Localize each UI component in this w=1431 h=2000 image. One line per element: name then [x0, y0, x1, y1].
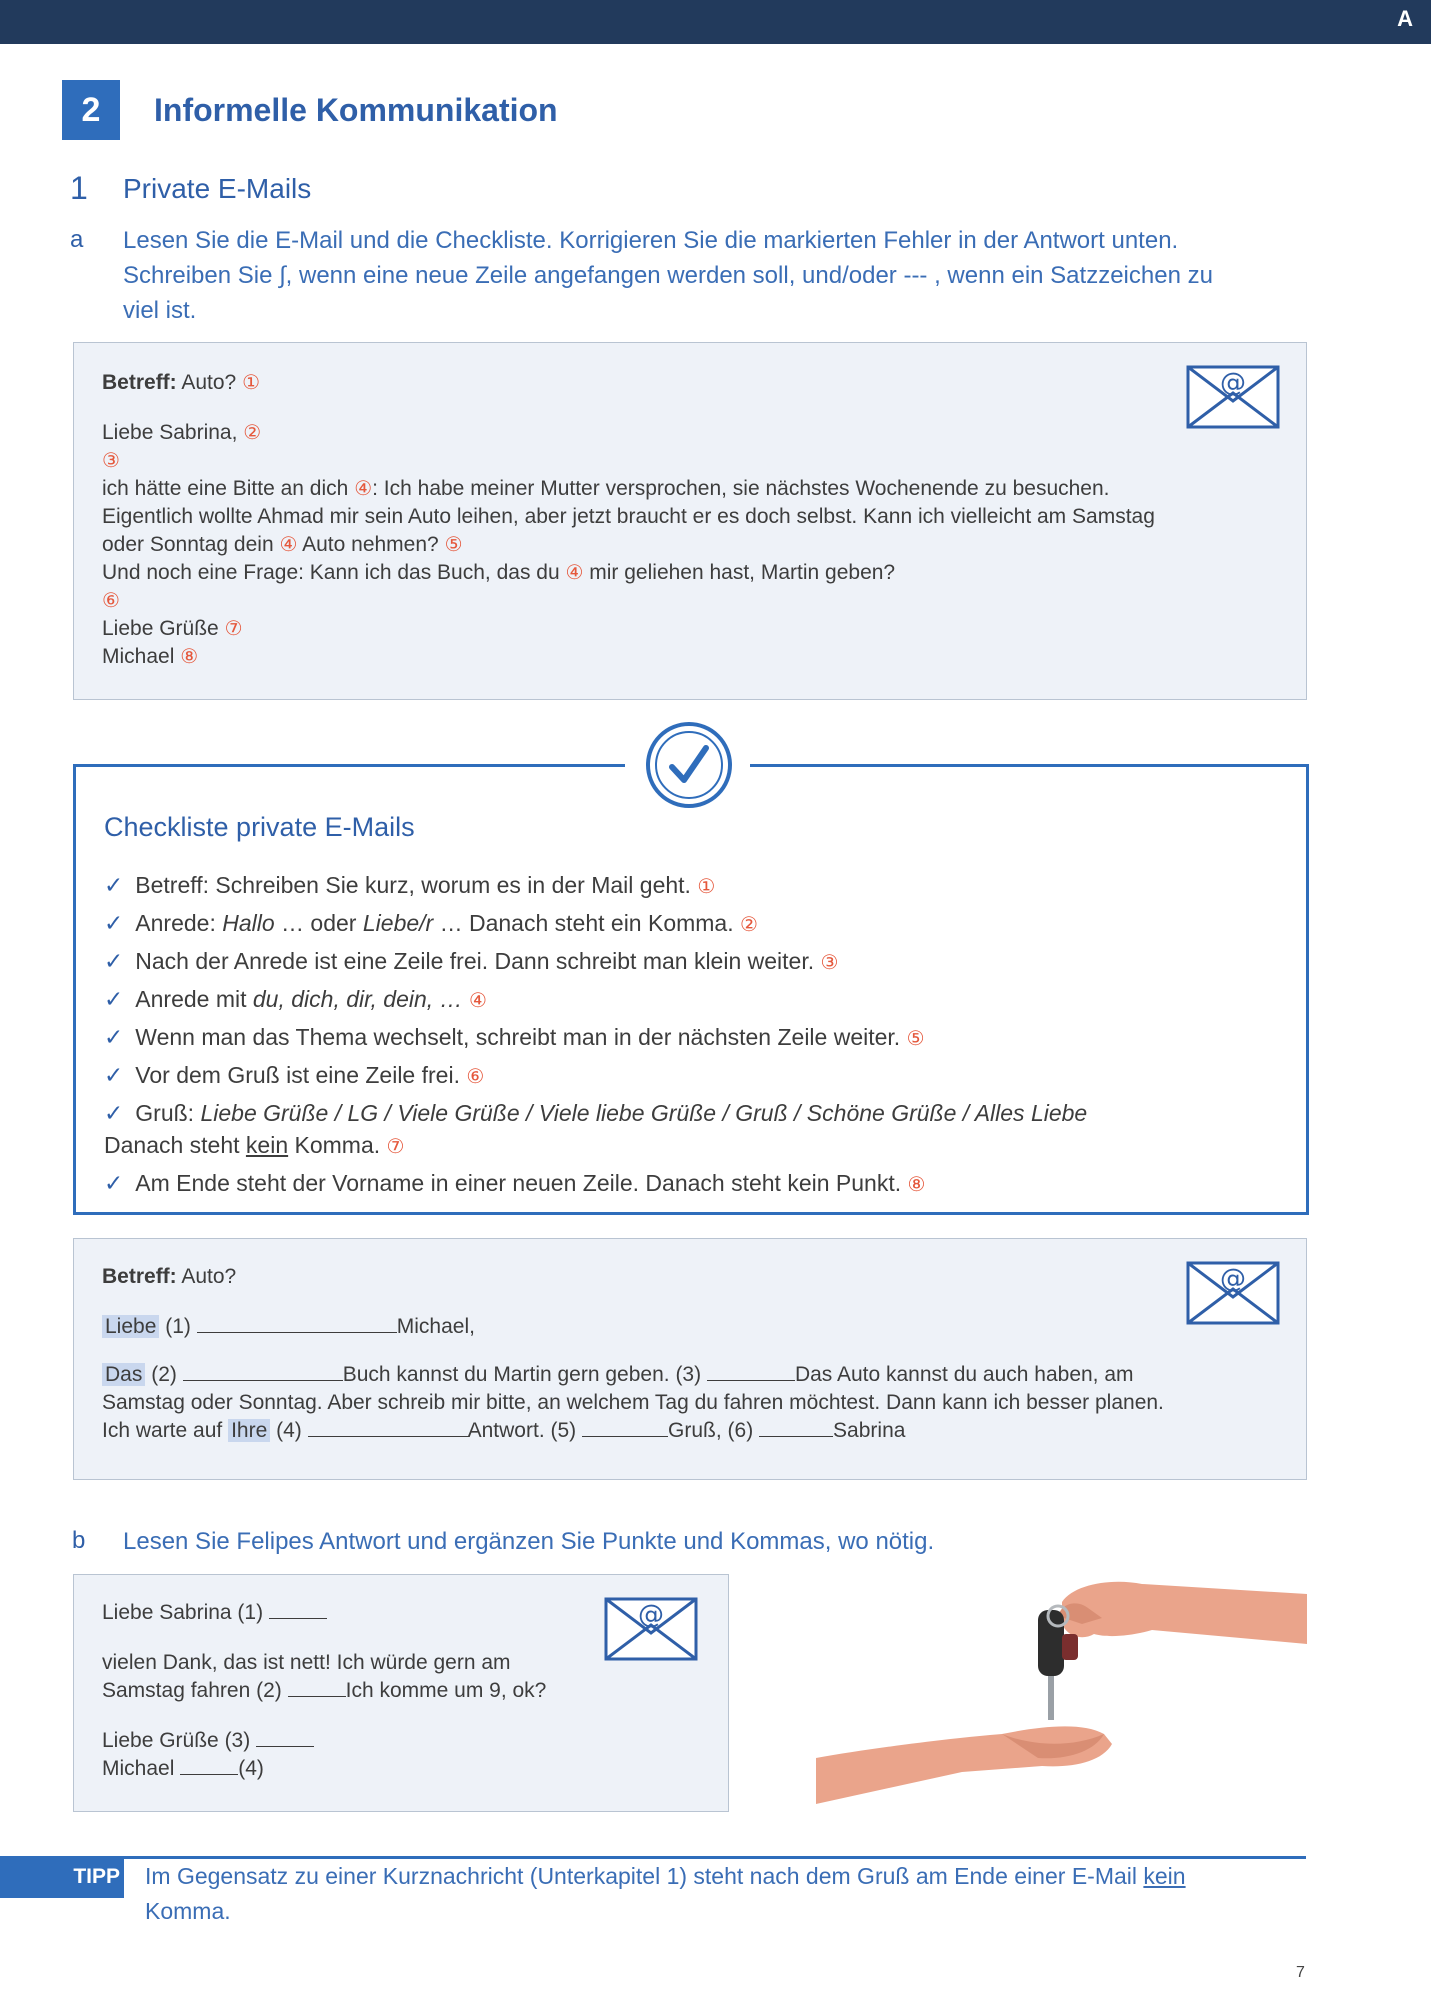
corner-letter: A	[1397, 6, 1413, 31]
tip-text: Im Gegensatz zu einer Kurznachricht (Unterkapitel 1) steht nach dem Gruß am Ende einer E-Mail kein Komma.	[145, 1863, 1186, 1924]
list-item-continuation: Danach steht kein Komma. ⑦	[104, 1132, 405, 1158]
list-item: ✓ Am Ende steht der Vorname in einer neuen Zeile. Danach steht kein Punkt. ⑧	[104, 1170, 926, 1196]
chapter-title: Informelle Kommunikation	[154, 92, 558, 128]
list-item: ✓ Anrede: Hallo … oder Liebe/r … Danach steht ein Komma. ②	[104, 910, 758, 936]
checklist-top-border-left	[73, 764, 625, 767]
section-number: 1	[70, 170, 88, 206]
blank-line-5[interactable]	[582, 1418, 668, 1437]
page-number: 7	[1296, 1964, 1305, 1981]
list-item: ✓ Anrede mit du, dich, dir, dein, … ④	[104, 986, 487, 1012]
task-a-instruction: Lesen Sie die E-Mail und die Checkliste. Korrigieren Sie die markierten Fehler in der Antwort unten. Schreiben Sie ∫, wenn eine neue Zeile angefangen werden soll, und/oder --- , wenn ein Satzzeichen zu viel ist.	[123, 227, 1213, 324]
chapter-number: 2	[62, 80, 120, 140]
checklist-title: Checkliste private E-Mails	[104, 812, 415, 842]
top-bar	[0, 0, 1431, 44]
email-box-answer	[73, 1238, 1307, 1480]
email-subject-row: Betreff: Auto? ①	[102, 371, 261, 394]
svg-text:@: @	[1220, 368, 1246, 398]
list-item: ✓ Gruß: Liebe Grüße / LG / Viele Grüße / Viele liebe Grüße / Gruß / Schöne Grüße / Alles Liebe	[104, 1100, 1088, 1126]
blank-line-6[interactable]	[759, 1418, 833, 1437]
task-b-label: b	[72, 1527, 86, 1554]
email-box-felipe	[73, 1574, 729, 1812]
task-a-label: a	[70, 226, 84, 253]
task-b-instruction: Lesen Sie Felipes Antwort und ergänzen Sie Punkte und Kommas, wo nötig.	[123, 1528, 935, 1555]
hands-car-key-image	[812, 1572, 1312, 1812]
blank-line-b2[interactable]	[288, 1678, 346, 1697]
list-item: ✓ Betreff: Schreiben Sie kurz, worum es in der Mail geht. ①	[104, 872, 716, 898]
email-felipe-text: Liebe Sabrina (1) vielen Dank, das ist nett! Ich würde gern am Samstag fahren (2) Ich komme um 9, ok? Liebe Grüße (3) Michael (4)	[102, 1601, 547, 1780]
email-box-original	[73, 342, 1307, 700]
list-item: ✓ Wenn man das Thema wechselt, schreibt man in der nächsten Zeile weiter. ⑤	[104, 1024, 925, 1050]
blank-line-b4[interactable]	[180, 1756, 238, 1775]
email-original-text: Betreff: Auto? ① Liebe Sabrina, ② ③ ich hätte eine Bitte an dich ④: Ich habe meiner Mutter versprochen, sie nächstes Wochenende zu besuchen. Eigentlich wollte Ahmad mir sein Auto leihen, aber jetzt braucht er es doch selbst. Kann ich vielleicht am Samstag oder Sonntag dein ④ Auto nehmen? ⑤ Und noch eine Frage: Kann ich das Buch, das du ④ mir geliehen hast, Martin geben? ⑥ Liebe Grüße ⑦ Michael ⑧	[102, 369, 1282, 671]
email-envelope-icon	[604, 1597, 698, 1661]
svg-text:@: @	[1220, 1264, 1246, 1294]
list-item: ✓ Vor dem Gruß ist eine Zeile frei. ⑥	[104, 1062, 485, 1088]
blank-line-1[interactable]	[197, 1314, 397, 1333]
checklist-top-border-right	[750, 764, 1306, 767]
section-title: Private E-Mails	[123, 173, 312, 204]
email-answer-text: Betreff: Auto? Liebe (1) Michael, Das (2) Buch kannst du Martin gern geben. (3) Das Auto kannst du auch haben, am Samstag oder Sonntag. Aber schreib mir bitte, an welchem Tag du fahren möchtest. Dann kann ich besser planen. Ich warte auf Ihre (4) Antwort. (5) Gruß, (6) Sabrina	[102, 1265, 1164, 1442]
email-greeting: Liebe Sabrina, ②	[102, 421, 262, 444]
blank-line-b1[interactable]	[269, 1600, 327, 1619]
blank-line-3[interactable]	[707, 1362, 795, 1381]
svg-text:@: @	[638, 1600, 664, 1630]
list-item: ✓ Nach der Anrede ist eine Zeile frei. Dann schreibt man klein weiter. ③	[104, 948, 839, 974]
tip-label: TIPP	[0, 1856, 124, 1898]
blank-line-4[interactable]	[308, 1418, 468, 1437]
checkmark-circle-icon	[644, 720, 734, 810]
checklist-items	[104, 867, 1284, 1203]
blank-line-2[interactable]	[183, 1362, 343, 1381]
blank-line-b3[interactable]	[256, 1728, 314, 1747]
